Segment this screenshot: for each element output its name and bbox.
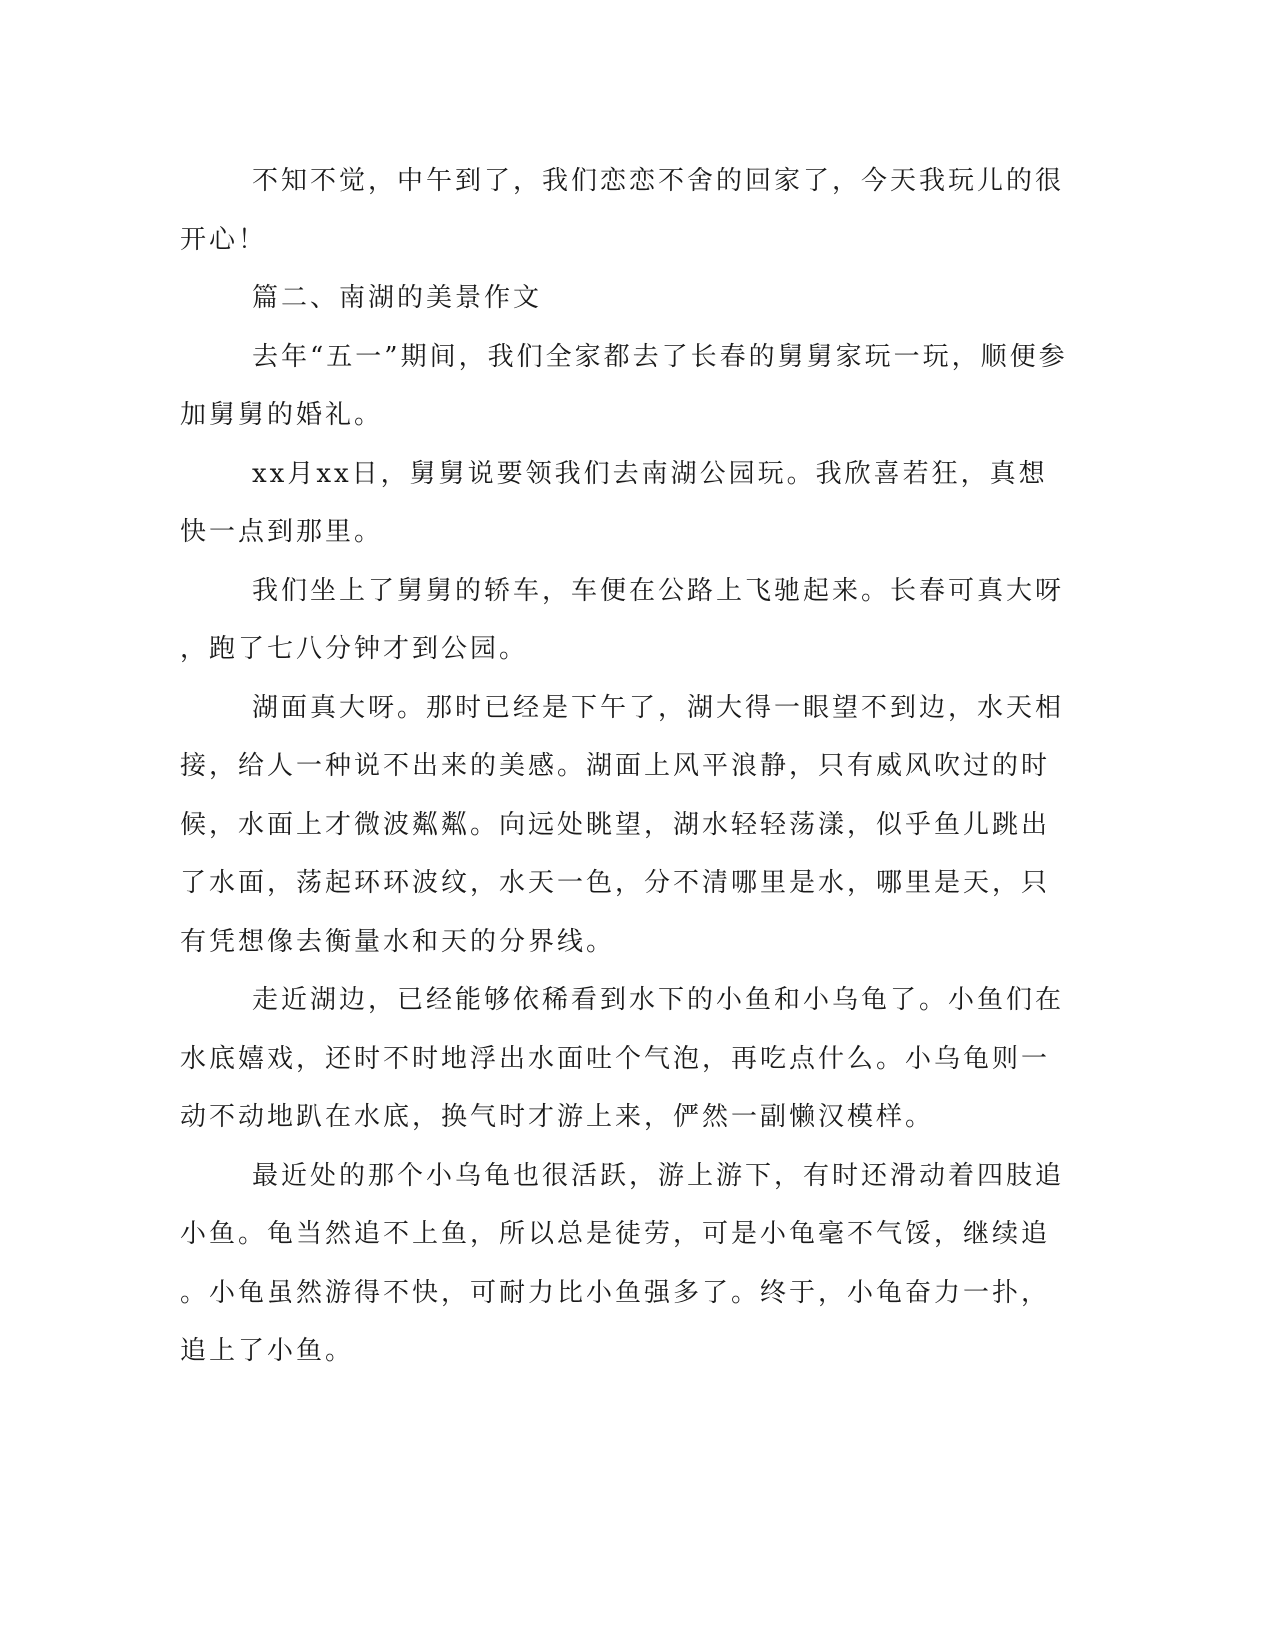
text-line: 水底嬉戏，还时不时地浮出水面吐个气泡，再吃点什么。小乌龟则一 — [180, 1043, 1051, 1074]
text-line: 快一点到那里。 — [180, 517, 384, 547]
text-line: 走近湖边，已经能够依稀看到水下的小鱼和小乌龟了。小鱼们在 — [252, 985, 1065, 1015]
text-line: 动不动地趴在水底，换气时才游上来，俨然一副懒汉模样。 — [180, 1102, 935, 1132]
text-line: 有凭想像去衡量水和天的分界线。 — [180, 926, 616, 957]
text-line: 湖面真大呀。那时已经是下午了，湖大得一眼望不到边，水天相 — [252, 692, 1065, 723]
text-line: 了水面，荡起环环波纹，水天一色，分不清哪里是水，哪里是天，只 — [180, 868, 1051, 898]
text-line: 最近处的那个小乌龟也很活跃，游上游下，有时还滑动着四肢追 — [252, 1160, 1065, 1191]
document-body — [180, 152, 1068, 1381]
text-line: 小鱼。龟当然追不上鱼，所以总是徒劳，可是小龟毫不气馁，继续追 — [180, 1219, 1051, 1249]
section-heading: 篇二、南湖的美景作文 — [252, 283, 543, 313]
text-line: 候，水面上才微波粼粼。向远处眺望，湖水轻轻荡漾，似乎鱼儿跳出 — [180, 809, 1051, 840]
text-line: 加舅舅的婚礼。 — [180, 400, 384, 430]
text-line: 。小龟虽然游得不快，可耐力比小鱼强多了。终于，小龟奋力一扑， — [180, 1277, 1051, 1308]
text-line: 我们坐上了舅舅的轿车，车便在公路上飞驰起来。长春可真大呀 — [252, 575, 1065, 606]
text-line: xx月xx日，舅舅说要领我们去南湖公园玩。我欣喜若狂，真想 — [252, 458, 1048, 489]
text-line: 开心！ — [180, 224, 268, 255]
text-line: ，跑了七八分钟才到公园。 — [180, 634, 529, 664]
text-line: 接，给人一种说不出来的美感。湖面上风平浪静，只有威风吹过的时 — [180, 751, 1051, 781]
text-line: 不知不觉，中午到了，我们恋恋不舍的回家了，今天我玩儿的很 — [252, 166, 1065, 196]
text-line: 追上了小鱼。 — [180, 1336, 355, 1366]
text-line: 去年“五一”期间，我们全家都去了长春的舅舅家玩一玩，顺便参 — [252, 341, 1068, 372]
